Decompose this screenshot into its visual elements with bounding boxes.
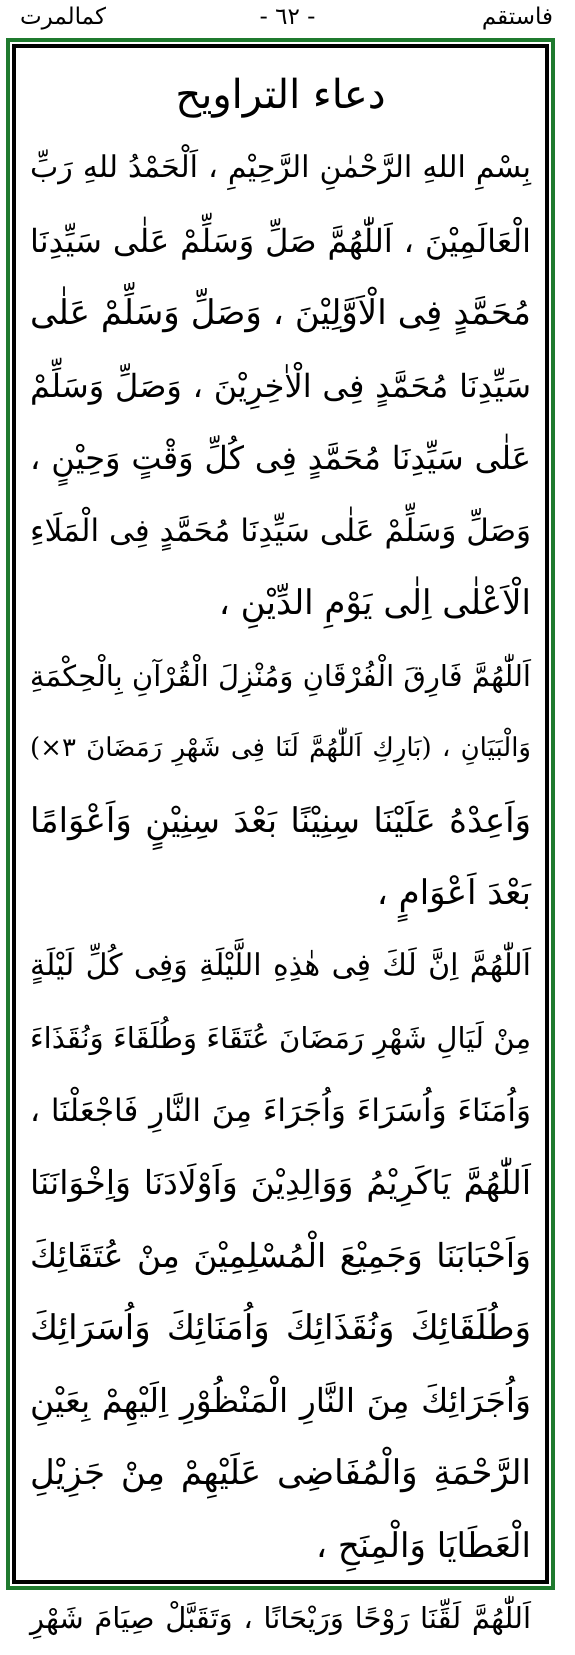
header-right-text: فاستقم [481, 4, 553, 30]
prayer-line: الرَّحْمَةِ وَالْمُفَاضِى عَلَيْهِمْ مِنْ جَزِيْلِ [30, 1453, 531, 1493]
running-header [0, 0, 575, 36]
prayer-line: اَللّٰهُمَّ لَقِّنَا رَوْحًا وَرَيْحَانًا ، وَتَقَبَّلْ صِيَامَ شَهْرِ [30, 1601, 531, 1635]
page-title: دعاء التراويح [175, 72, 386, 118]
prayer-line: سَيِّدِنَا مُحَمَّدٍ فِى الْاٰخِرِيْنَ ، وَصَلِّ وَسَلِّمْ [30, 366, 531, 405]
page-number: - ٦٢ - [259, 4, 316, 30]
prayer-line: وَالْبَيَانِ ، (بَارِكِ اَللّٰهُمَّ لَنَا فِى شَهْرِ رَمَضَانَ ٣×) [30, 733, 531, 763]
prayer-line: بِسْمِ اللهِ الرَّحْمٰنِ الرَّحِيْمِ ، اَلْحَمْدُ للهِ رَبِّ [30, 150, 531, 185]
prayer-line: اَللّٰهُمَّ فَارِقَ الْفُرْقَانِ وَمُنْزِلَ الْقُرْآنِ بِالْحِكْمَةِ [29, 658, 531, 693]
prayer-line: الْاَعْلٰى اِلٰى يَوْمِ الدِّيْنِ ، [218, 583, 531, 623]
prayer-line: مِنْ لَيَالِ شَهْرِ رَمَضَانَ عُتَقَاءَ وَطُلَقَاءَ وَنُقَذَاءَ [30, 1021, 531, 1055]
prayer-line: اَللّٰهُمَّ اِنَّ لَكَ فِى هٰذِهِ اللَّيْلَةِ وَفِى كُلِّ لَيْلَةٍ [30, 947, 531, 983]
prayer-text [30, 132, 531, 1655]
prayer-line: اَللّٰهُمَّ يَاكَرِيْمُ وَوَالِدِيْنَ وَاَوْلَادَنَا وَاِخْوَانَنَا [30, 1163, 531, 1202]
prayer-line: وَاُجَرَائِكَ مِنَ النَّارِ الْمَنْظُوْرِ اِلَيْهِمْ بِعَيْنِ [30, 1380, 531, 1420]
prayer-line: مُحَمَّدٍ فِى الْاَوَّلِيْنَ ، وَصَلِّ وَسَلِّمْ عَلٰى [30, 293, 531, 333]
header-left-text: كمالمرت [20, 4, 106, 30]
prayer-line: وَطُلَقَائِكَ وَنُقَذَائِكَ وَاُمَنَائِكَ وَاُسَرَائِكَ [30, 1308, 531, 1348]
prayer-line: وَاَحْبَابَنَا وَجَمِيْعَ الْمُسْلِمِيْنَ مِنْ عُتَقَائِكَ [30, 1235, 531, 1275]
prayer-line: عَلٰى سَيِّدِنَا مُحَمَّدٍ فِى كُلِّ وَقْتٍ وَحِيْنٍ ، [30, 439, 531, 477]
prayer-line: وَاُمَنَاءَ وَاُسَرَاءَ وَاُجَرَاءَ مِنَ النَّارِ فَاجْعَلْنَا ، [30, 1092, 531, 1129]
prayer-line: الْعَالَمِيْنَ ، اَللّٰهُمَّ صَلِّ وَسَلِّمْ عَلٰى سَيِّدِنَا [30, 221, 531, 260]
prayer-line: وَصَلِّ وَسَلِّمْ عَلٰى سَيِّدِنَا مُحَمَّدٍ فِى الْمَلَاءِ [30, 512, 531, 549]
prayer-line: وَاَعِدْهُ عَلَيْنَا سِنِيْنًا بَعْدَ سِنِيْنٍ وَاَعْوَامًا [30, 800, 531, 841]
page-border-inner [12, 44, 549, 1635]
prayer-line: الْعَطَايَا وَالْمِنَحِ ، [316, 1525, 531, 1566]
prayer-line: بَعْدَ اَعْوَامٍ ، [376, 873, 531, 913]
